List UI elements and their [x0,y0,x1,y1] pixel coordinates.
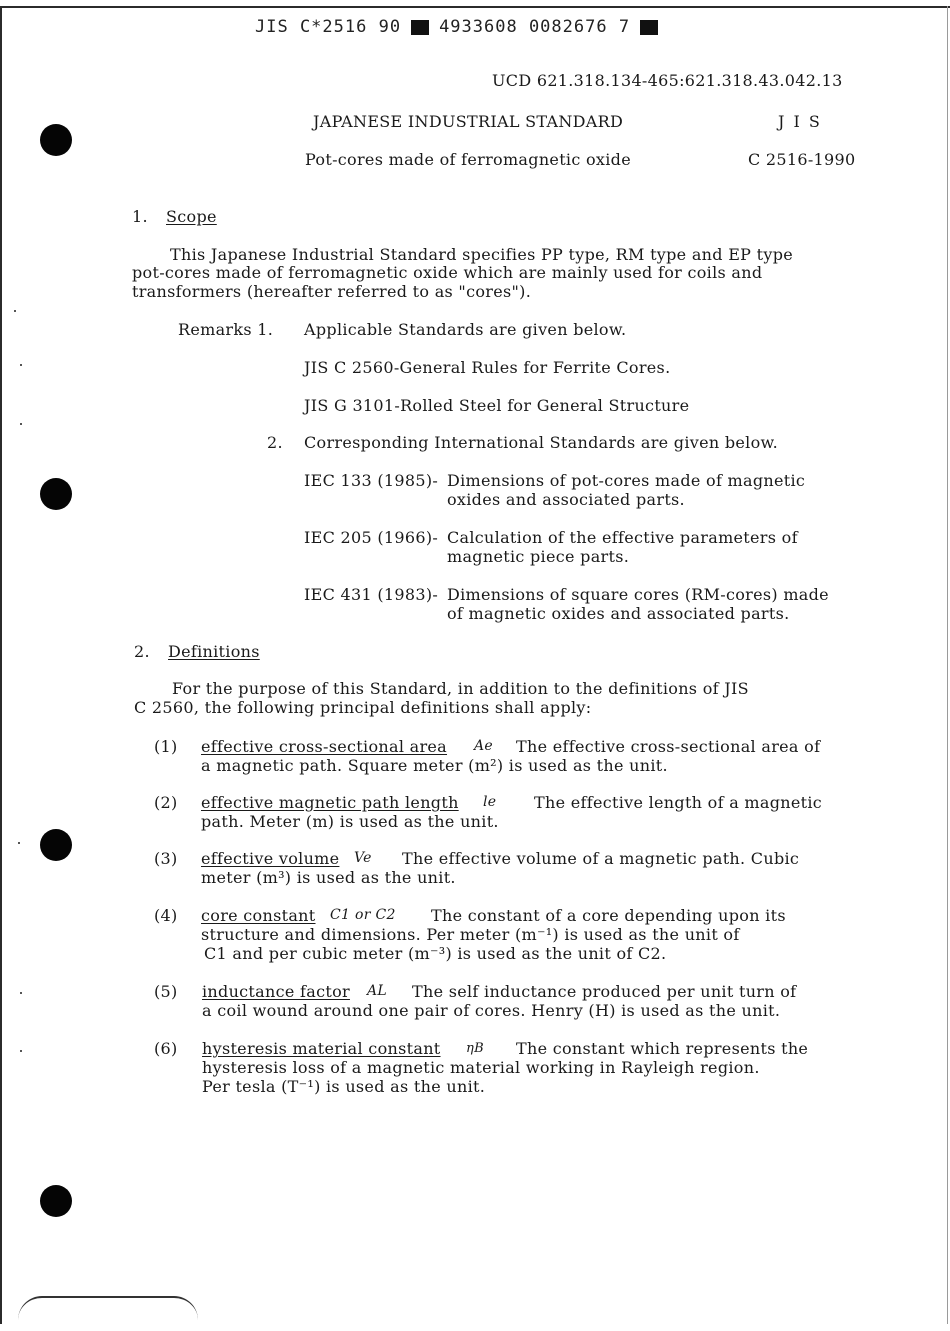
definition-text: The effective length of a magnetic [534,793,823,812]
remark-text: Corresponding International Standards are given below. [304,433,779,452]
barcode-block-icon [640,20,658,35]
punch-hole-icon [40,829,72,861]
iec-description: magnetic piece parts. [447,547,630,566]
iec-reference: IEC 205 (1966)- [304,528,439,547]
definition-number: (1) [154,737,178,756]
definition-term: effective magnetic path length [201,793,459,812]
page-border-top [0,6,950,8]
document-code-header [255,14,658,40]
punch-hole-icon [40,1185,72,1217]
section-number: 1. [132,207,148,226]
definition-symbol: AL [367,983,388,999]
definition-symbol: le [483,794,497,810]
definition-text: The constant of a core depending upon its [431,906,786,925]
definition-number: (3) [154,849,178,868]
definitions-intro-line: C 2560, the following principal definitions shall apply: [134,698,592,717]
definition-symbol: C1 or C2 [330,907,396,923]
iec-reference: IEC 133 (1985)- [304,471,439,490]
definition-text: The effective volume of a magnetic path. Cubic [402,849,800,868]
iec-description: Dimensions of square cores (RM-cores) made [447,585,829,604]
jis-label: J I S [778,112,822,131]
iec-reference: IEC 431 (1983)- [304,585,439,604]
definition-text: Per tesla (T⁻¹) is used as the unit. [202,1077,486,1096]
definition-number: (6) [154,1039,178,1058]
punch-hole-icon [40,478,72,510]
scope-paragraph-line: pot-cores made of ferromagnetic oxide which are mainly used for coils and [132,263,763,282]
scan-speck [20,364,22,366]
remark-text: Applicable Standards are given below. [304,320,627,339]
definition-symbol: ηB [466,1041,484,1056]
definition-symbol: Ae [474,738,493,754]
section-heading-definitions: Definitions [168,642,260,661]
iec-description: Calculation of the effective parameters of [447,528,798,547]
definition-text: a coil wound around one pair of cores. Henry (H) is used as the unit. [202,1001,781,1020]
iec-description: of magnetic oxides and associated parts. [447,604,790,623]
page-border-left [0,6,2,1324]
remark-number: 2. [267,433,283,452]
code-prefix: JIS C*2516 90 [255,17,402,37]
iec-description: Dimensions of pot-cores made of magnetic [447,471,806,490]
definition-text: meter (m³) is used as the unit. [201,868,456,887]
definition-term: hysteresis material constant [202,1039,441,1058]
definition-text: hysteresis loss of a magnetic material working in Rayleigh region. [202,1058,760,1077]
definition-term: core constant [201,906,316,925]
page-border-right [947,6,948,1324]
definition-term: effective volume [201,849,340,868]
definition-text: The self inductance produced per unit turn of [412,982,797,1001]
definition-number: (4) [154,906,178,925]
page-curl-mark [18,1296,198,1320]
scan-speck [20,992,22,994]
ucd-classification: UCD 621.318.134-465:621.318.43.042.13 [492,71,843,90]
definitions-intro-line: For the purpose of this Standard, in addition to the definitions of JIS [172,679,749,698]
scan-speck [14,310,16,312]
definition-text: C1 and per cubic meter (m⁻³) is used as the unit of C2. [204,944,667,963]
remarks-label: Remarks 1. [178,320,274,339]
definition-number: (5) [154,982,178,1001]
section-number: 2. [134,642,150,661]
barcode-block-icon [411,20,429,35]
definition-text: The constant which represents the [516,1039,809,1058]
scan-speck [18,842,20,844]
definition-term: inductance factor [202,982,350,1001]
scan-speck [20,423,22,425]
scope-paragraph-line: transformers (hereafter referred to as "cores"). [132,282,532,301]
definition-text: structure and dimensions. Per meter (m⁻¹) is used as the unit of [201,925,740,944]
punch-hole-icon [40,124,72,156]
applicable-standard: JIS G 3101-Rolled Steel for General Structure [304,396,690,415]
definition-text: The effective cross-sectional area of [516,737,821,756]
document-title: Pot-cores made of ferromagnetic oxide [305,150,631,169]
definition-term: effective cross-sectional area [201,737,448,756]
scan-speck [20,1050,22,1052]
document-number: C 2516-1990 [748,150,856,169]
section-heading-scope: Scope [166,207,217,226]
definition-number: (2) [154,793,178,812]
standard-title: JAPANESE INDUSTRIAL STANDARD [313,112,624,131]
scope-paragraph-line: This Japanese Industrial Standard specifies PP type, RM type and EP type [170,245,794,264]
code-middle: 4933608 0082676 7 [439,17,631,37]
applicable-standard: JIS C 2560-General Rules for Ferrite Cores. [304,358,671,377]
definition-symbol: Ve [354,850,372,866]
iec-description: oxides and associated parts. [447,490,685,509]
definition-text: a magnetic path. Square meter (m²) is used as the unit. [201,756,668,775]
definition-text: path. Meter (m) is used as the unit. [201,812,499,831]
